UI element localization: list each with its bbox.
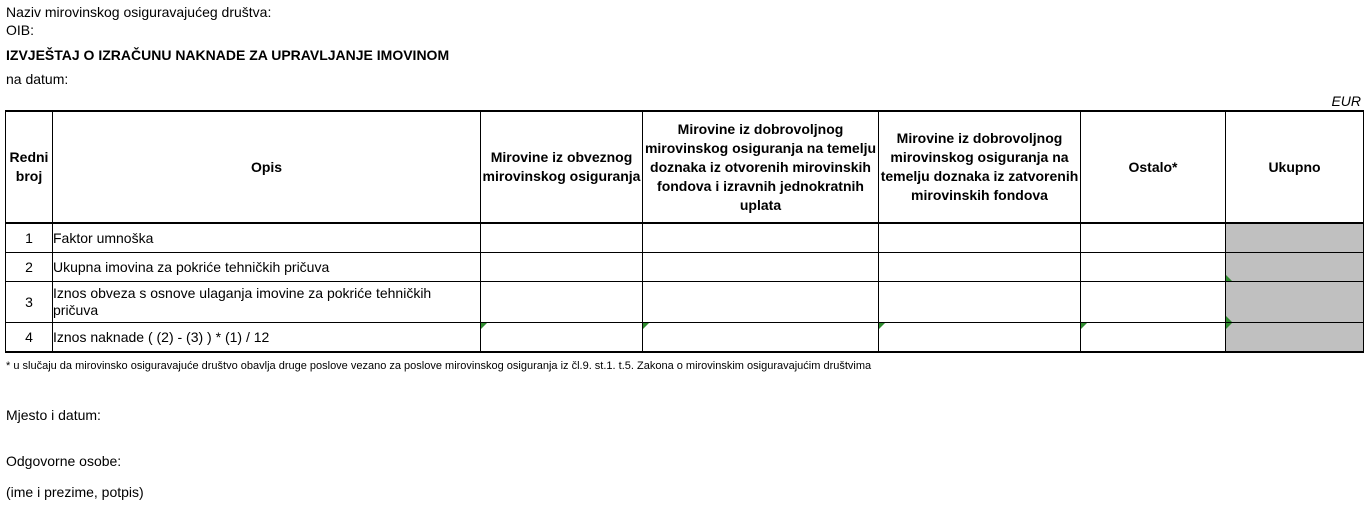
formula-marker-icon [1226, 316, 1232, 322]
col-header-dobrovoljno-otvoreni: Mirovine iz dobrovoljnog mirovinskog osiguranja na temelju doznaka iz otvorenih mirovinskih fondova i izravnih jednokratnih uplata [643, 111, 879, 223]
value-cell-ukupno[interactable] [1226, 282, 1364, 323]
table-row [6, 282, 1364, 323]
company-name-label: Naziv mirovinskog osiguravajućeg društva: [6, 4, 272, 20]
report-title: IZVJEŠTAJ O IZRAČUNU NAKNADE ZA UPRAVLJANJE IMOVINOM [6, 47, 450, 63]
row-number: 4 [6, 323, 53, 353]
value-cell-dobrovoljno-otvoreni[interactable] [643, 282, 879, 323]
col-header-opis: Opis [53, 111, 481, 223]
report-table [5, 110, 1364, 353]
col-header-redni-broj: Redni broj [6, 111, 53, 223]
value-cell-obvezno[interactable] [481, 223, 643, 253]
col-header-ostalo: Ostalo* [1081, 111, 1226, 223]
row-description: Iznos obveza s osnove ulaganja imovine za pokriće tehničkih pričuva [53, 282, 481, 323]
value-cell-ukupno[interactable] [1226, 323, 1364, 353]
value-cell-dobrovoljno-zatvoreni[interactable] [879, 282, 1081, 323]
table-header-row [6, 111, 1364, 223]
formula-marker-icon [1081, 323, 1087, 329]
row-description: Iznos naknade ( (2) - (3) ) * (1) / 12 [53, 323, 481, 353]
row-number: 1 [6, 223, 53, 253]
currency-label: EUR [1331, 93, 1361, 109]
value-cell-dobrovoljno-otvoreni[interactable] [643, 323, 879, 353]
col-header-ukupno: Ukupno [1226, 111, 1364, 223]
value-cell-obvezno[interactable] [481, 282, 643, 323]
formula-marker-icon [1226, 323, 1232, 329]
formula-marker-icon [1226, 275, 1232, 281]
date-label: na datum: [6, 71, 69, 87]
row-description: Faktor umnoška [53, 223, 481, 253]
row-description: Ukupna imovina za pokriće tehničkih pričuva [53, 253, 481, 282]
value-cell-obvezno[interactable] [481, 253, 643, 282]
value-cell-obvezno[interactable] [481, 323, 643, 353]
table-row [6, 253, 1364, 282]
value-cell-dobrovoljno-otvoreni[interactable] [643, 223, 879, 253]
formula-marker-icon [643, 323, 649, 329]
value-cell-ukupno[interactable] [1226, 253, 1364, 282]
footnote: * u slučaju da mirovinsko osiguravajuće društvo obavlja druge poslove vezano za poslove mirovinskog osiguranja iz čl.9. st.1. t.5. Zakona o mirovinskim osiguravajućim društvima [6, 360, 872, 372]
table-row [6, 223, 1364, 253]
formula-marker-icon [879, 323, 885, 329]
value-cell-ostalo[interactable] [1081, 282, 1226, 323]
formula-marker-icon [481, 323, 487, 329]
value-cell-dobrovoljno-zatvoreni[interactable] [879, 223, 1081, 253]
value-cell-dobrovoljno-otvoreni[interactable] [643, 253, 879, 282]
row-number: 3 [6, 282, 53, 323]
col-header-dobrovoljno-zatvoreni: Mirovine iz dobrovoljnog mirovinskog osiguranja na temelju doznaka iz zatvorenih mirovinskih fondova [879, 111, 1081, 223]
value-cell-ukupno[interactable] [1226, 223, 1364, 253]
responsible-persons-label: Odgovorne osobe: [6, 453, 122, 469]
place-date-label: Mjesto i datum: [6, 407, 101, 423]
signature-hint: (ime i prezime, potpis) [6, 484, 144, 500]
value-cell-dobrovoljno-zatvoreni[interactable] [879, 253, 1081, 282]
value-cell-dobrovoljno-zatvoreni[interactable] [879, 323, 1081, 353]
table-row [6, 323, 1364, 353]
oib-label: OIB: [6, 22, 35, 38]
col-header-obvezno: Mirovine iz obveznog mirovinskog osiguranja [481, 111, 643, 223]
value-cell-ostalo[interactable] [1081, 223, 1226, 253]
value-cell-ostalo[interactable] [1081, 253, 1226, 282]
value-cell-ostalo[interactable] [1081, 323, 1226, 353]
row-number: 2 [6, 253, 53, 282]
